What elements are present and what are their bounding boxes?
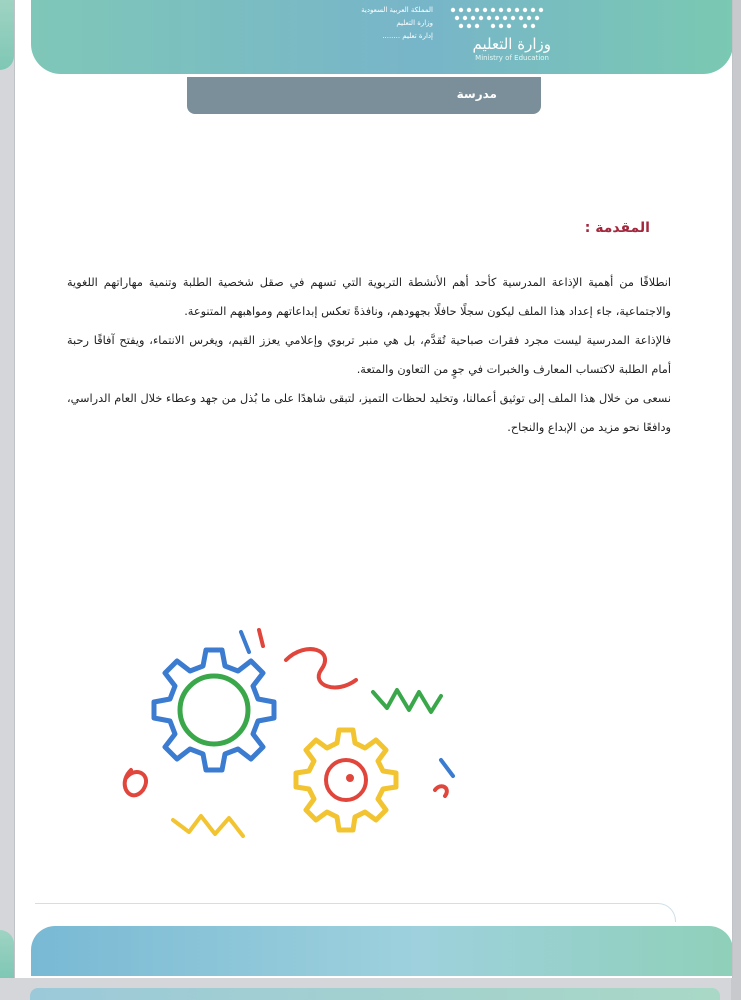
intro-paragraph: فالإذاعة المدرسية ليست مجرد فقرات صباحية تُقدَّم، بل هي منبر تربوي وإعلامي يعزز القيم، ويغرس الانتماء، ويفتح آفاقًا رحبة أمام الطلبة لاكتساب المعارف والخبرات في جوٍ من التعاون والمتعة.: [67, 334, 671, 376]
squiggle-red-left: [125, 770, 146, 795]
dash-red-right: [435, 786, 447, 796]
zigzag-green: [373, 690, 441, 712]
intro-heading: المقدمة :: [584, 220, 650, 236]
footer-divider: [35, 903, 676, 922]
dash-blue-right: [441, 760, 453, 776]
intro-paragraph: انطلاقًا من أهمية الإذاعة المدرسية كأحد أهم الأنشطة التربوية التي تسهم في صقل شخصية الطلبة وتنمية مهاراتهم اللغوية والاجتماعية، جاء إعداد هذا الملف ليكون سجلًا حافلًا بجهودهم، ونافذةً تعكس إبداعاتهم ومواهبهم المتنوعة.: [67, 276, 671, 318]
colorful-gears-illustration: [111, 620, 491, 860]
ministry-logo-english: Ministry of Education: [475, 54, 549, 62]
document-page: [14, 0, 733, 978]
ministry-dots-icon: [447, 6, 547, 34]
gear-large-icon: [154, 650, 274, 770]
intro-paragraph: نسعى من خلال هذا الملف إلى توثيق أعمالنا، وتخليد لحظات التميز، لتبقى شاهدًا على ما بُذل من جهد وعطاء خلال العام الدراسي، ودافعًا نحو مزيد من الإبداع والنجاح.: [67, 392, 671, 434]
government-lines: [313, 4, 433, 43]
school-name-tab: [187, 77, 541, 114]
intro-body: [67, 268, 671, 442]
next-page-edge: [30, 988, 720, 1000]
left-page-edge: [0, 0, 14, 70]
dash-red-top: [259, 630, 263, 646]
gear-small-hub: [326, 760, 366, 800]
gov-line-kingdom: المملكة العربية السعودية: [361, 6, 433, 14]
gear-large-hub: [180, 676, 248, 744]
zigzag-yellow: [173, 816, 243, 836]
gov-line-directorate: إدارة تعليم ........: [382, 32, 433, 40]
gear-small-icon: [296, 730, 396, 830]
gov-line-ministry: وزارة التعليم: [396, 19, 433, 27]
header-band: [31, 0, 733, 74]
school-label: مدرسة: [456, 87, 497, 101]
dash-blue-top: [241, 632, 249, 652]
footer-band: [31, 926, 733, 976]
squiggle-red-top: [286, 649, 356, 687]
ministry-logo: [443, 4, 555, 66]
gear-small-dot: [346, 774, 354, 782]
left-page-edge-bottom: [0, 930, 14, 978]
ministry-logo-arabic: وزارة التعليم: [472, 35, 551, 53]
